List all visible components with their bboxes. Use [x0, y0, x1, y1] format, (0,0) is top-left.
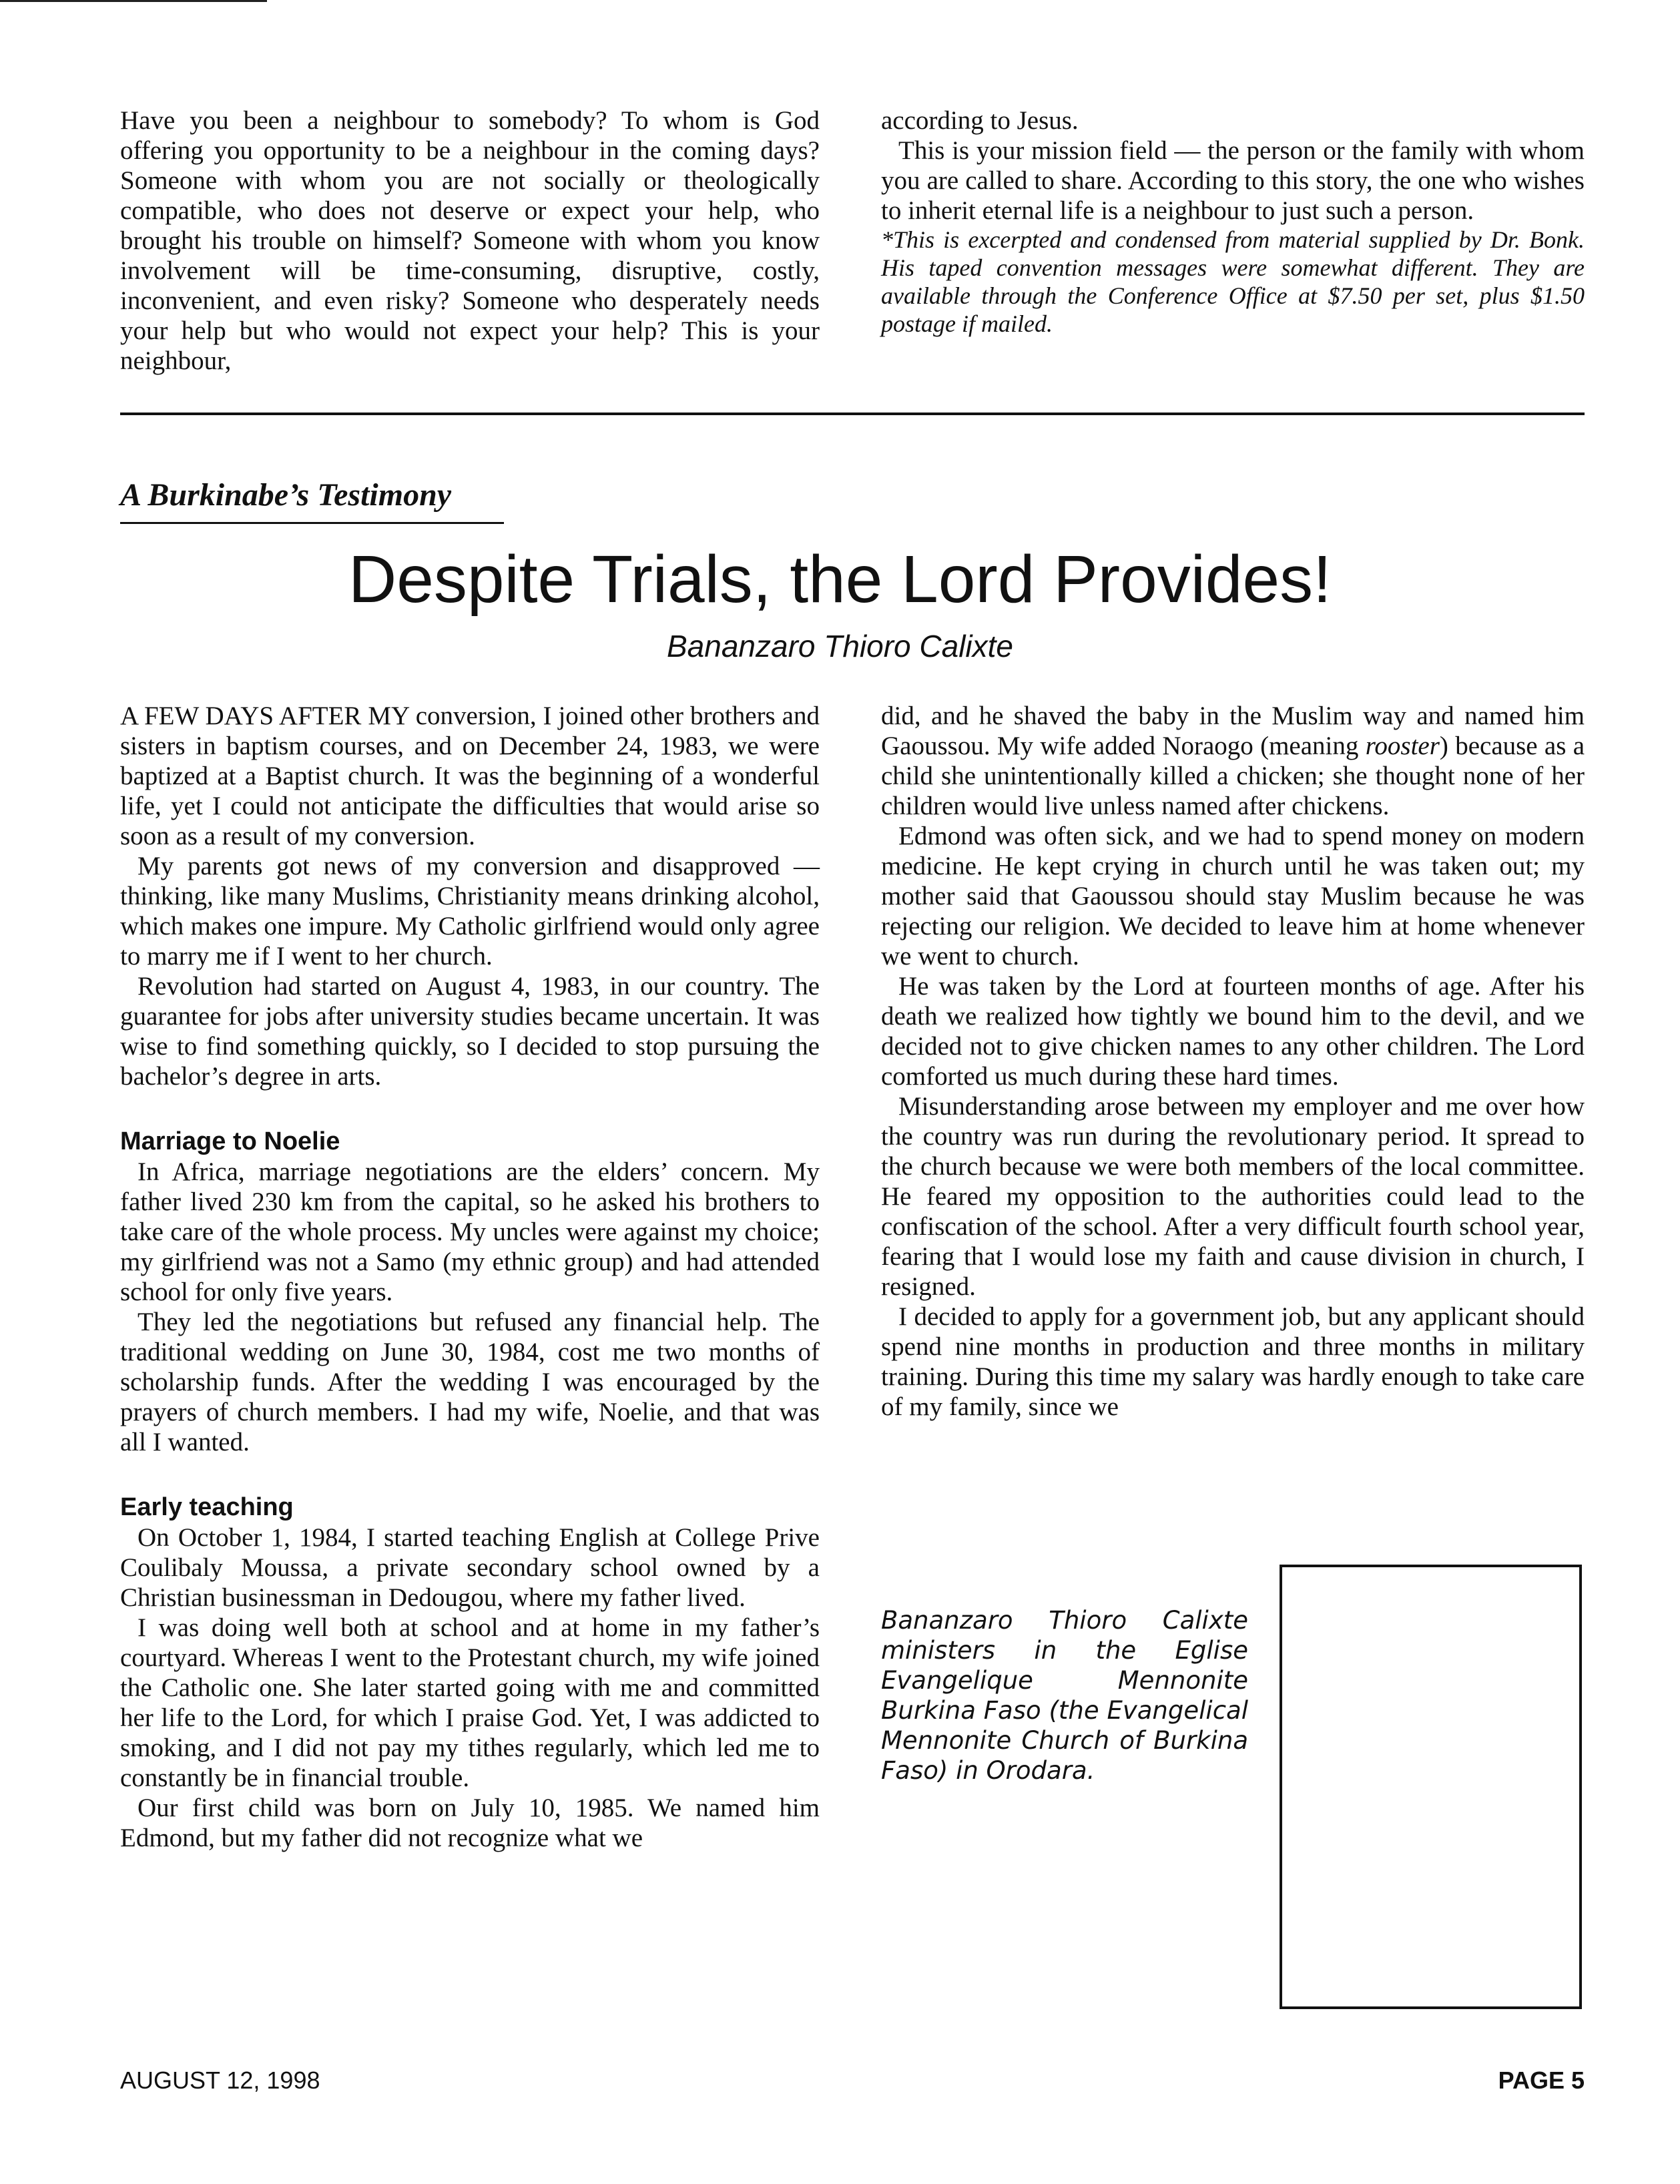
article-paragraph: My parents got news of my conversion and disapproved — thinking, like many Muslims, Christianity means drinking alcohol, which makes one impure. My Catholic girlfriend would only agree to marry me if I went to her church.	[120, 852, 820, 971]
article-kicker: A Burkinabe’s Testimony	[120, 477, 452, 513]
article-paragraph: They led the negotiations but refused any financial help. The traditional wedding on June 30, 1984, cost me two months of scholarship funds. After the wedding I was encouraged by the prayers of church members. I had my wife, Noelie, and that was all I wanted.	[120, 1308, 820, 1456]
subheading-marriage: Marriage to Noelie	[120, 1127, 340, 1155]
page-number: PAGE 5	[1498, 2067, 1585, 2094]
paragraph-text: did, and he shaved the baby in the Muslim way and named him Gaoussou. My wife added Noraogo (meaning	[881, 702, 1585, 760]
article-left-column	[120, 701, 820, 1853]
article-paragraph: Misunderstanding arose between my employer and me over how the country was run during the revolutionary period. It spread to the church because we were both members of the local committee. He feared my opposition to the authorities could lead to the confiscation of the school. After a very difficult fourth school year, fearing that I would lose my faith and cause division in church, I resigned.	[881, 1092, 1585, 1301]
photo-caption: Bananzaro Thioro Calixte ministers in the Eglise Evangelique Mennonite Burkina Faso (the Evangelical Mennonite Church of Burkina Faso) in Orodara.	[881, 1606, 1248, 1785]
article-paragraph: I was doing well both at school and at home in my father’s courtyard. Whereas I went to the Protestant church, my wife joined the Catholic one. She later started going with me and committed her life to the Lord, for which I praise God. Yet, I was addicted to smoking, and I did not pay my tithes regularly, which led me to constantly be in financial trouble.	[120, 1613, 820, 1792]
article-paragraph: I decided to apply for a government job, but any applicant should spend nine months in production and three months in military training. During this time my salary was hardly enough to take care of my family, since we	[881, 1302, 1585, 1421]
kicker-underline	[120, 522, 504, 524]
editor-note: *This is excerpted and condensed from material supplied by Dr. Bonk. His taped convention messages were somewhat different. They are available through the Conference Office at $7.50 per set, plus $1.50 postage if mailed.	[881, 226, 1585, 337]
previous-article-right-column	[881, 105, 1585, 338]
author-photo-frame	[1280, 1565, 1582, 2009]
section-divider	[120, 413, 1585, 415]
article-paragraph: Edmond was often sick, and we had to spend money on modern medicine. He kept crying in church until he was taken out; my mother said that Gaoussou should stay Muslim because he was rejecting our religion. We decided to leave him at home whenever we went to church.	[881, 822, 1585, 971]
subheading-early-teaching: Early teaching	[120, 1493, 294, 1521]
previous-article-left-column	[120, 105, 820, 376]
article-paragraph: A FEW DAYS AFTER MY conversion, I joined other brothers and sisters in baptism courses, and on December 24, 1983, we were baptized at a Baptist church. It was the beginning of a wonderful life, yet I could not anticipate the difficulties that would arise so soon as a result of my conversion.	[120, 702, 820, 850]
article-paragraph: He was taken by the Lord at fourteen months of age. After his death we realized how tightly we bound him to the devil, and we decided not to give chicken names to any other children. The Lord comforted us much during these hard times.	[881, 972, 1585, 1091]
previous-article-paragraph: Have you been a neighbour to somebody? To whom is God offering you opportunity to be a neighbour in the coming days? Someone with whom you are not socially or theologically compatible, who does not deserve or expect your help, who brought his trouble on himself? Someone with whom you know involvement will be time-consuming, disruptive, costly, inconvenient, and even risky? Someone who desperately needs your help but who would not expect your help? This is your neighbour,	[120, 106, 820, 375]
article-right-column	[881, 701, 1585, 1422]
previous-article-paragraph: This is your mission field — the person or the family with whom you are called to share. According to this story, the one who wishes to inherit eternal life is a neighbour to just such a person.	[881, 136, 1585, 225]
previous-article-closing-line: according to Jesus.	[881, 106, 1079, 135]
article-byline: Bananzaro Thioro Calixte	[666, 629, 1014, 663]
emphasized-word: rooster	[1365, 732, 1440, 760]
article-headline: Despite Trials, the Lord Provides!	[348, 542, 1332, 617]
article-paragraph: Our first child was born on July 10, 1985. We named him Edmond, but my father did not recognize what we	[120, 1794, 820, 1852]
article-paragraph: On October 1, 1984, I started teaching English at College Prive Coulibaly Moussa, a private secondary school owned by a Christian businessman in Dedougou, where my father lived.	[120, 1523, 820, 1612]
paragraph-text: ) because as a child she unintentionally killed a chicken; she thought none of her children would live unless named after chickens.	[881, 732, 1585, 820]
article-paragraph: Revolution had started on August 4, 1983, in our country. The guarantee for jobs after university studies became uncertain. It was wise to find something quickly, so I decided to stop pursuing the bachelor’s degree in arts.	[120, 972, 820, 1091]
issue-date: AUGUST 12, 1998	[120, 2067, 320, 2094]
corner-rule	[0, 0, 267, 2]
article-paragraph: In Africa, marriage negotiations are the elders’ concern. My father lived 230 km from the capital, so he asked his brothers to take care of the whole process. My uncles were against my choice; my girlfriend was not a Samo (my ethnic group) and had attended school for only five years.	[120, 1157, 820, 1306]
article-paragraph	[881, 701, 1585, 821]
